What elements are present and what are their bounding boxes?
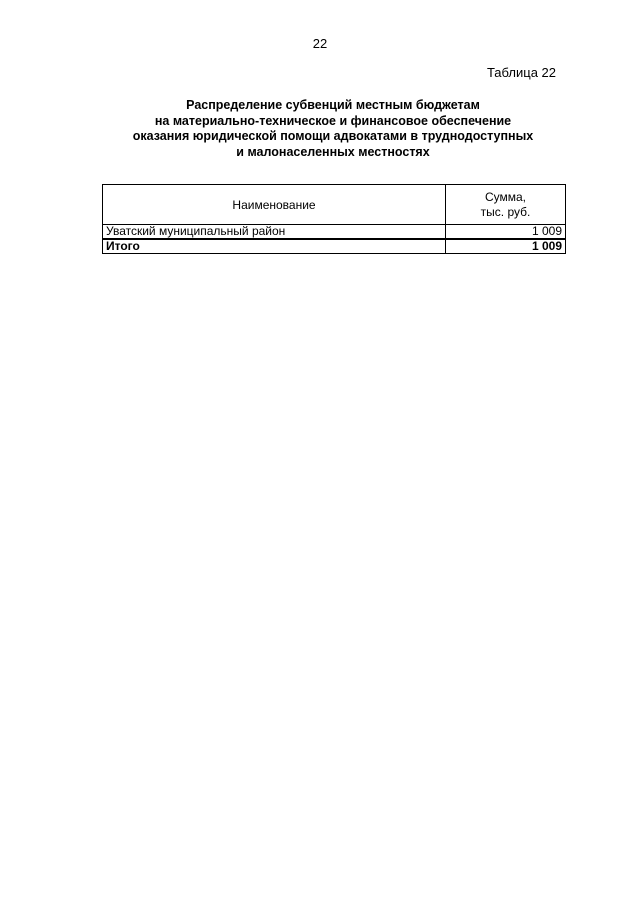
table-label: Таблица 22 bbox=[486, 65, 556, 80]
row-sum: 1 009 bbox=[446, 225, 566, 240]
header-sum-line: Сумма, bbox=[484, 189, 527, 204]
title-line: и малонаселенных местностях bbox=[236, 144, 430, 159]
subsidy-table bbox=[102, 184, 566, 254]
total-sum: 1 009 bbox=[446, 239, 566, 254]
total-row bbox=[103, 239, 566, 254]
table-header-row bbox=[103, 185, 566, 225]
row-name: Уватский муниципальный район bbox=[103, 225, 446, 240]
title-line: оказания юридической помощи адвокатами в труднодоступных bbox=[132, 129, 534, 143]
title-line: на материально-техническое и финансовое обеспечение bbox=[154, 113, 512, 128]
header-name: Наименование bbox=[103, 185, 446, 225]
header-sum-line: тыс. руб. bbox=[480, 204, 531, 219]
document-title bbox=[100, 98, 566, 160]
header-sum bbox=[446, 185, 566, 225]
total-label: Итого bbox=[103, 239, 446, 254]
title-line: Распределение субвенций местным бюджетам bbox=[186, 98, 480, 112]
table-row bbox=[103, 225, 566, 240]
page-number: 22 bbox=[312, 36, 328, 51]
